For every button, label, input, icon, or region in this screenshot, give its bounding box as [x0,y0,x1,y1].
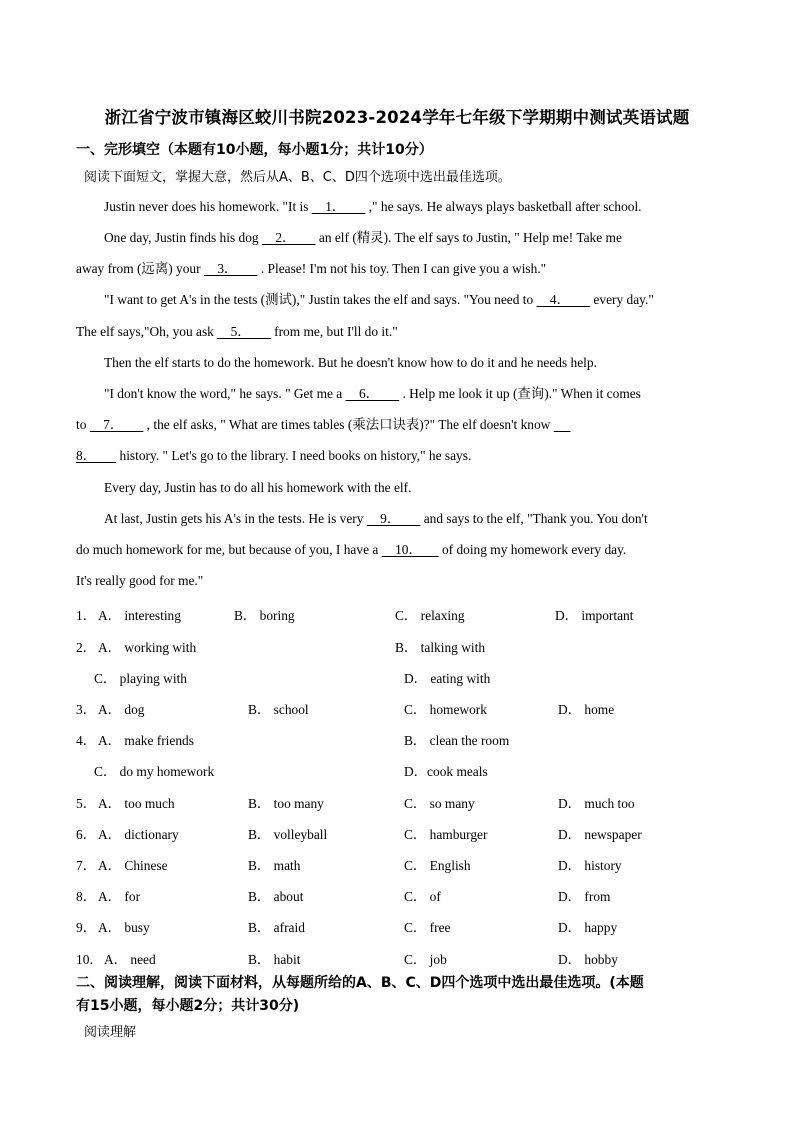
question-number: 6． [76,827,97,842]
option-b[interactable]: B． boring [234,608,295,623]
question-10-options [76,949,776,965]
passage-line [76,449,471,462]
passage-text: One day, Justin finds his dog [104,230,262,245]
option-a[interactable]: A． Chinese [98,858,168,873]
passage-text: history. " Let's go to the library. I need books on history," he says. [116,448,472,463]
option-c[interactable]: C． job [404,952,447,967]
blank-2: 2． [261,230,316,245]
question-number: 3． [76,702,97,717]
question-number: 9． [76,920,97,935]
passage-text: and says to the elf, "Thank you. You don't [420,511,648,526]
option-a[interactable]: A． too much [98,796,175,811]
option-a[interactable]: A． need [104,952,156,967]
question-number: 8． [76,889,97,904]
passage-text: every day." [590,292,654,307]
option-d[interactable]: D． history [558,858,622,873]
blank-4: 4． [536,292,591,307]
passage-text: , the elf asks, " What are times tables (乘法口诀表)?" The elf doesn't know [143,417,554,432]
passage-text: Justin never does his homework. "It is [104,199,312,214]
blank-5: 5． [217,324,271,339]
option-c[interactable]: C． free [404,920,451,935]
question-number: 5． [76,796,97,811]
question-number: 4． [76,733,97,748]
option-c[interactable]: C． hamburger [404,827,488,842]
passage-text: At last, Justin gets his A's in the tests. He is very [104,511,367,526]
section-2-heading-cont: 有15小题，每小题2分；共计30分) [76,998,300,1014]
blank-8: 8． [76,448,117,463]
option-d[interactable]: D． newspaper [558,827,642,842]
section-2-heading: 二、阅读理解，阅读下面材料，从每题所给的A、B、C、D四个选项中选出最佳选项。(本题 [76,975,644,991]
question-9-options [76,917,776,933]
section-2-subheading: 阅读理解 [84,1025,137,1040]
passage-line [76,574,203,587]
option-c[interactable]: C． so many [404,796,475,811]
page-title: 浙江省宁波市镇海区蛟川书院2023-2024学年七年级下学期期中测试英语试题 [104,108,690,127]
passage-line [76,418,570,431]
blank-3: 3． [203,261,258,276]
option-b[interactable]: B． school [248,702,309,717]
blank-7: 7． [89,417,144,432]
passage-line [104,356,597,369]
passage-line [76,543,626,556]
passage-line [104,512,648,525]
passage-line [76,325,398,338]
option-a[interactable]: A． dictionary [98,827,179,842]
blank-9: 9． [366,511,421,526]
section-1-instruction: 阅读下面短文，掌握大意，然后从A、B、C、D四个选项中选出最佳选项。 [84,170,511,185]
passage-line [76,262,546,275]
passage-text: do much homework for me, but because of you, I have a [76,542,382,557]
option-b[interactable]: B． volleyball [248,827,328,842]
option-a[interactable]: A． dog [98,702,145,717]
section-1-heading: 一、完形填空（本题有10小题，每小题1分；共计10分） [76,142,433,158]
option-b[interactable]: B． too many [248,796,324,811]
passage-text: It's really good for me." [76,573,204,588]
passage-text: "I don't know the word," he says. " Get me a [104,386,346,401]
option-c[interactable]: C． relaxing [395,608,465,623]
question-1-options [76,605,776,621]
question-6-options [76,824,776,840]
option-d[interactable]: D． much too [558,796,635,811]
passage-text: an elf (精灵). The elf says to Justin, " Help me! Take me [315,230,622,245]
option-d[interactable]: D． eating with [404,671,491,686]
option-c[interactable]: C． playing with [94,671,187,686]
passage-text: The elf says,"Oh, you ask [76,324,218,339]
passage-text: of doing my homework every day. [438,542,627,557]
option-b[interactable]: B． math [248,858,301,873]
option-a[interactable]: A． for [98,889,141,904]
passage-line [104,481,411,494]
question-number: 1． [76,608,97,623]
blank-6: 6． [345,386,400,401]
option-c[interactable]: C． do my homework [94,764,215,779]
option-a[interactable]: A． working with [98,640,197,655]
question-number: 2． [76,640,97,655]
passage-text: Every day, Justin has to do all his homework with the elf. [104,480,412,495]
passage-text: to [76,417,90,432]
question-8-options [76,886,776,902]
question-2-options [76,637,776,653]
question-2-options-cont [76,668,776,684]
passage-text: . Please! I'm not his toy. Then I can give you a wish." [257,261,547,276]
passage-text: "I want to get A's in the tests (测试)," Justin takes the elf and says. "You need to [104,292,537,307]
option-d[interactable]: D．cook meals [404,764,488,779]
question-4-options-cont [76,761,776,777]
passage-text: ," he says. He always plays basketball after school. [365,199,642,214]
blank-1: 1． [311,199,366,214]
option-b[interactable]: B． clean the room [404,733,510,748]
question-4-options [76,730,776,746]
passage-text: away from (远离) your [76,261,204,276]
option-c[interactable]: C． English [404,858,471,873]
passage-text: . Help me look it up (查询)." When it comes [399,386,641,401]
option-d[interactable]: D． important [555,608,634,623]
option-b[interactable]: B． afraid [248,920,305,935]
question-7-options [76,855,776,871]
passage-line [104,293,654,306]
option-c[interactable]: C． of [404,889,441,904]
passage-line [104,231,622,244]
passage-text: Then the elf starts to do the homework. But he doesn't know how to do it and he needs help. [104,355,597,370]
option-a[interactable]: A． make friends [98,733,194,748]
option-b[interactable]: B． about [248,889,304,904]
option-a[interactable]: A． busy [98,920,150,935]
option-d[interactable]: D． happy [558,920,618,935]
option-d[interactable]: D． hobby [558,952,618,967]
question-number: 10． [76,952,103,967]
passage-line [104,200,642,213]
blank-8-start [554,418,571,431]
question-3-options [76,699,776,715]
option-d[interactable]: D． from [558,889,611,904]
option-a[interactable]: A． interesting [98,608,181,623]
question-5-options [76,793,776,809]
passage-text: from me, but I'll do it." [270,324,398,339]
option-b[interactable]: B． habit [248,952,301,967]
option-b[interactable]: B． talking with [395,640,486,655]
question-number: 7． [76,858,97,873]
blank-10: 10． [381,542,439,557]
passage-line [104,387,641,400]
option-d[interactable]: D． home [558,702,615,717]
option-c[interactable]: C． homework [404,702,487,717]
